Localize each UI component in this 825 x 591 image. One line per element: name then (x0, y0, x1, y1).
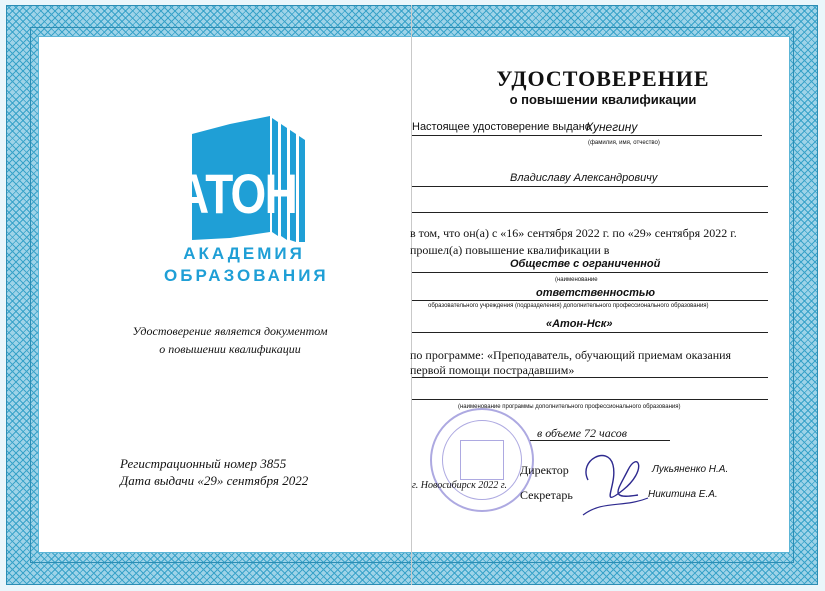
underline (412, 332, 768, 333)
issued-to-label: Настоящее удостоверение выдано (412, 121, 591, 133)
logo-line-1: АКАДЕМИЯ (183, 244, 305, 263)
secretary-name: Никитина Е.А. (648, 489, 718, 500)
fold-line (411, 5, 412, 585)
note-line-1: Удостоверение является документом (132, 324, 328, 338)
director-name: Лукьяненко Н.А. (652, 464, 729, 475)
note-line-2: о повышении квалификации (159, 342, 301, 356)
underline (412, 377, 768, 378)
underline (412, 135, 762, 136)
program-hint: (наименование программы дополнительного профессионального образования) (458, 404, 681, 410)
org-line-3: «Атон-Нск» (546, 318, 613, 330)
period-text: в том, что он(а) с «16» сентября 2022 г. по «29» сентября 2022 г. (410, 226, 737, 240)
name-patronymic: Владиславу Александровичу (510, 172, 658, 184)
org-line-1: Обществе с ограниченной (510, 258, 661, 270)
org-line-2: ответственностью (536, 287, 655, 299)
hours-text: в объеме 72 часов (537, 426, 627, 440)
secretary-label: Секретарь (520, 488, 573, 502)
certificate-subtitle: о повышении квалификации (509, 92, 697, 107)
registration-number: Регистрационный номер 3855 (120, 456, 287, 471)
document-note (110, 322, 350, 358)
fio-hint: (фамилия, имя, отчество) (588, 140, 660, 146)
city-year: г. Новосибирск 2022 г. (412, 480, 508, 491)
program-continuation: первой помощи пострадавшим» (410, 363, 575, 377)
surname: Кунегину (586, 120, 638, 134)
org-hint-1: (наименование (555, 277, 598, 283)
director-label: Директор (520, 463, 569, 477)
underline (412, 272, 768, 273)
passed-text: прошел(а) повышение квалификации в (410, 243, 610, 257)
program-label: по программе: «Преподаватель, обучающий приемам оказания (410, 348, 732, 362)
logo-line-2: ОБРАЗОВАНИЯ (164, 266, 329, 285)
org-hint-2: образовательного учреждения (подразделения) дополнительного профессионального образования) (428, 303, 709, 309)
stamp-core (460, 440, 504, 480)
logo-mark-text: АТОН (176, 162, 297, 225)
organization-stamp (430, 408, 534, 512)
underline (412, 300, 768, 301)
registration-block (120, 455, 360, 489)
issue-date: Дата выдачи «29» сентября 2022 (120, 473, 309, 488)
underline (412, 212, 768, 213)
academy-logo (164, 114, 329, 285)
underline (412, 399, 768, 400)
underline (412, 186, 768, 187)
certificate-title: УДОСТОВЕРЕНИЕ (496, 66, 710, 91)
signature-image (568, 440, 658, 520)
